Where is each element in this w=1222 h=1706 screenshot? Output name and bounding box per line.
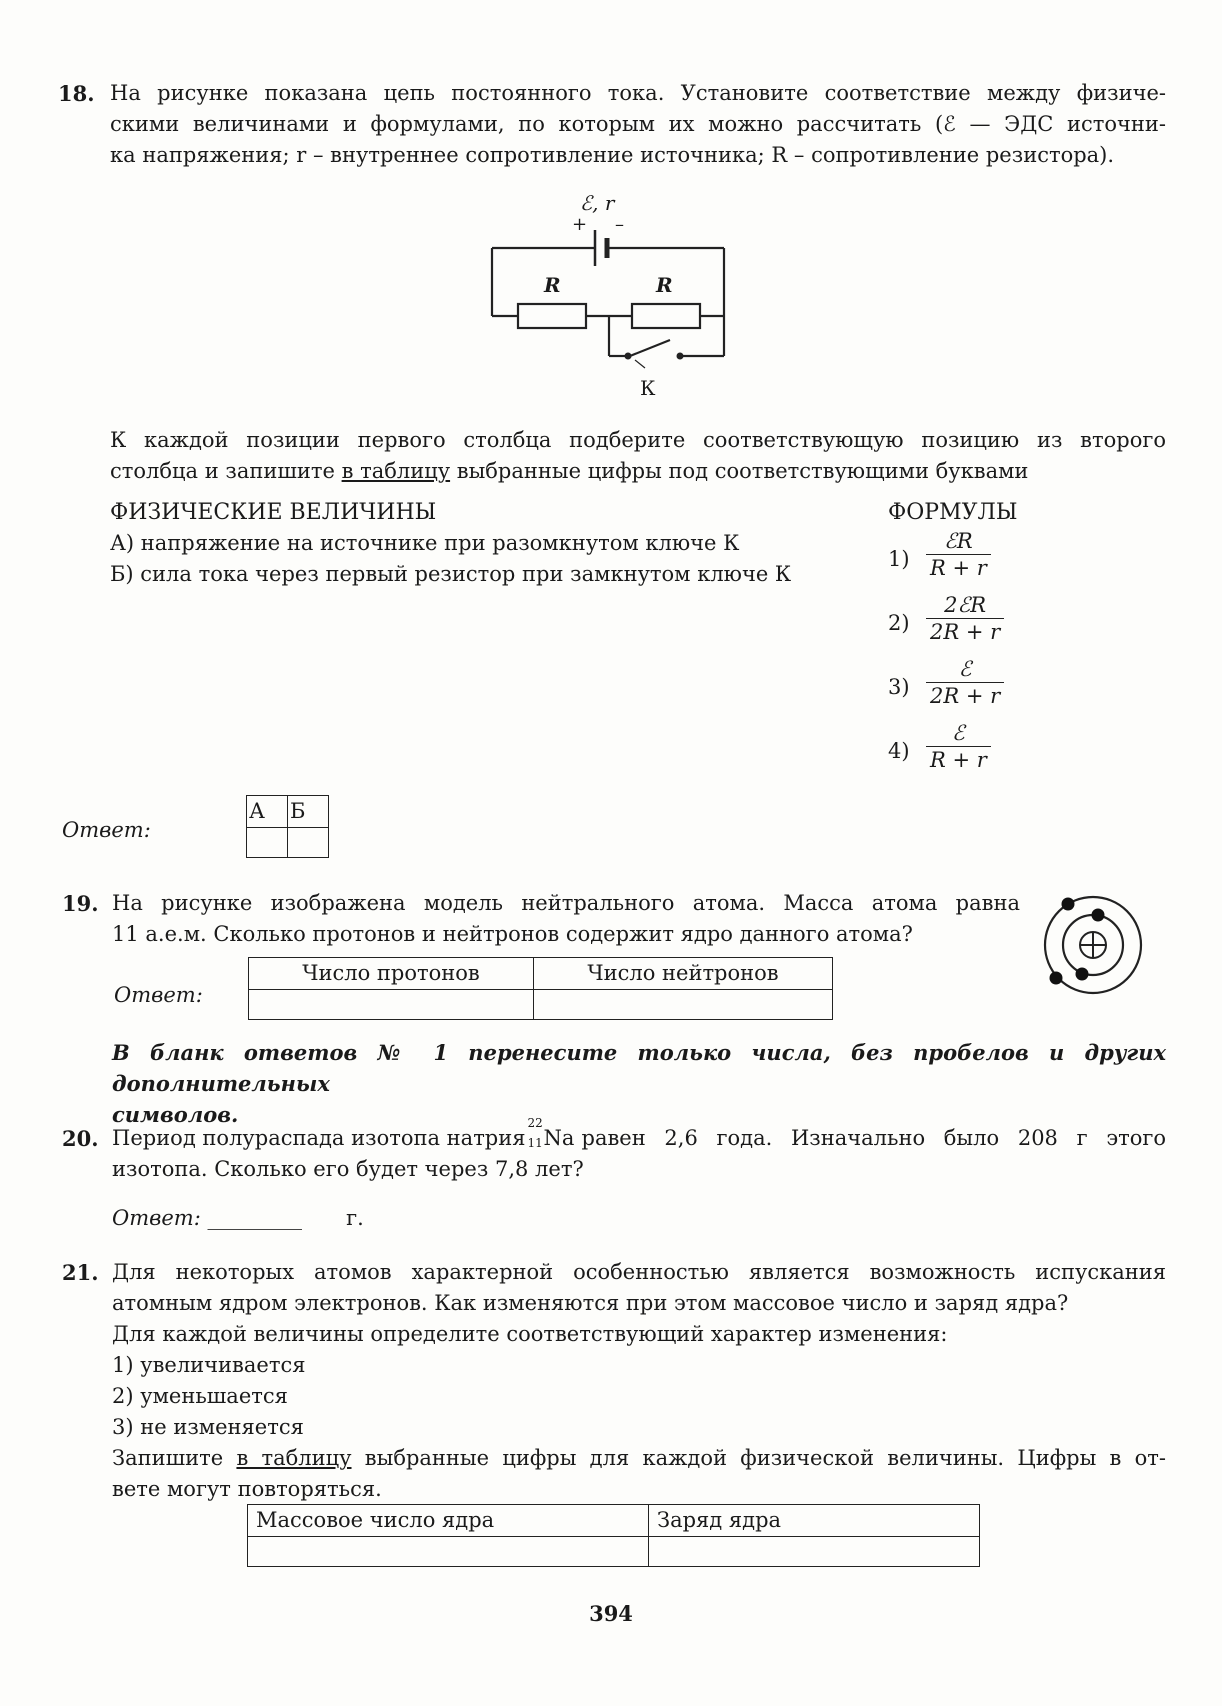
formula-3 xyxy=(888,656,1048,718)
isotope-element: Na xyxy=(543,1126,575,1150)
formula-2-denominator: 2R + r xyxy=(930,620,1001,644)
q19-answer-table xyxy=(248,957,833,1020)
q21-number: 21. xyxy=(62,1260,99,1285)
q18-line1: На рисунке показана цепь постоянного тока. Установите соответствие между физиче- xyxy=(110,81,1166,105)
q18-answer-label: Ответ: xyxy=(62,818,151,842)
q19-text xyxy=(112,888,1020,950)
q19-note xyxy=(112,1037,1166,1130)
q21-cell-mass-number[interactable] xyxy=(248,1537,649,1567)
formula-1 xyxy=(888,528,1048,590)
item-b: Б) сила тока через первый резистор при замкнутом ключе К xyxy=(110,562,792,586)
q19-cell-neutrons[interactable] xyxy=(534,990,833,1020)
key-switch xyxy=(630,340,670,356)
isotope-atomic-number: 11 xyxy=(527,1136,543,1150)
electron-4 xyxy=(1050,972,1063,985)
q18-answer-header-b: Б xyxy=(288,796,329,828)
resistor-2-label: R xyxy=(656,273,673,297)
q18-instr2-b: выбранные цифры под соответствующими буквами xyxy=(450,459,1029,483)
formula-1-denominator: R + r xyxy=(930,556,987,580)
circuit-diagram xyxy=(460,190,750,410)
formula-4 xyxy=(888,720,1048,782)
formula-2-numerator: 2ℰR xyxy=(926,592,1004,619)
electron-3 xyxy=(1076,968,1089,981)
q21-header-mass-number: Массовое число ядра xyxy=(248,1505,649,1537)
q20-text xyxy=(112,1116,1166,1185)
q21-line1: Для некоторых атомов характерной особенностью является возможность испускания xyxy=(112,1260,1166,1284)
resistor-1-label: R xyxy=(544,273,561,297)
q21-line3: Для каждой величины определите соответствующий характер изменения: xyxy=(112,1322,948,1346)
electron-1 xyxy=(1062,898,1075,911)
source-minus: – xyxy=(615,214,624,235)
q21-instr-line1 xyxy=(112,1443,1166,1474)
q21-instr1-b: выбранные цифры для каждой физической величины. Цифры в от- xyxy=(351,1446,1166,1470)
q21-option-1: 1) увеличивается xyxy=(112,1353,306,1377)
q20-line2: изотопа. Сколько его будет через 7,8 лет? xyxy=(112,1157,584,1181)
electron-2 xyxy=(1092,909,1105,922)
q18-text xyxy=(110,78,1166,171)
q18-answer-cell-a[interactable] xyxy=(247,828,288,858)
key-contact-right xyxy=(677,353,684,360)
q18-answer-cell-b[interactable] xyxy=(288,828,329,858)
q21-instr-line2: вете могут повторяться. xyxy=(112,1477,382,1501)
q18-instructions xyxy=(110,425,1166,487)
q19-header-neutrons: Число нейтронов xyxy=(534,958,833,990)
q19-line2: 11 а.е.м. Сколько протонов и нейтронов содержит ядро данного атома? xyxy=(112,922,913,946)
key-contact-left xyxy=(625,353,632,360)
q20-answer-blank-line: _________ xyxy=(207,1206,302,1230)
source-plus: + xyxy=(572,214,588,235)
formula-4-denominator: R + r xyxy=(930,748,987,772)
page-number: 394 xyxy=(589,1601,633,1626)
q19-header-protons: Число протонов xyxy=(249,958,534,990)
q18-answer-header-a: А xyxy=(247,796,288,828)
resistor-2 xyxy=(632,304,700,328)
formula-2-label: 2) xyxy=(888,611,910,635)
formula-4-numerator: ℰ xyxy=(926,720,991,747)
formula-1-numerator: ℰR xyxy=(926,528,991,555)
nucleus-symbol: ⊕ xyxy=(1038,890,1039,891)
formula-3-numerator: ℰ xyxy=(926,656,1004,683)
q21-instr1-underlined: в таблицу xyxy=(236,1446,352,1470)
q18-instr-line1: К каждой позиции первого столбца подберите соответствующую позицию из второго xyxy=(110,428,1166,452)
q21-option-2: 2) уменьшается xyxy=(112,1384,288,1408)
q19-cell-protons[interactable] xyxy=(249,990,534,1020)
isotope-notation xyxy=(526,1116,582,1154)
formula-4-label: 4) xyxy=(888,739,910,763)
q18-instr2-a: столбца и запишите xyxy=(110,459,342,483)
formula-3-denominator: 2R + r xyxy=(930,684,1001,708)
q20-line1-b: равен 2,6 года. Изначально было 208 г этого xyxy=(581,1126,1166,1150)
q20-line1-a: Период полураспада изотопа натрия xyxy=(112,1126,526,1150)
q19-note-line2: символов. xyxy=(112,1102,239,1127)
q18-number: 18. xyxy=(58,81,95,106)
resistor-1 xyxy=(518,304,586,328)
q18-line2: скими величинами и формулами, по которым их можно рассчитать (ℰ — ЭДС источни- xyxy=(110,112,1166,136)
q20-answer-blank[interactable] xyxy=(207,1203,327,1234)
q18-instr2-underlined: в таблицу xyxy=(341,459,451,483)
q19-answer-label: Ответ: xyxy=(114,983,203,1007)
q20-number: 20. xyxy=(62,1126,99,1151)
formula-2 xyxy=(888,592,1048,654)
source-label: ℰ, r xyxy=(580,191,615,215)
col1-title: ФИЗИЧЕСКИЕ ВЕЛИЧИНЫ xyxy=(110,500,437,525)
isotope-mass-number: 22 xyxy=(527,1116,543,1130)
q19-number: 19. xyxy=(62,891,99,916)
q21-text xyxy=(112,1257,1166,1505)
q19-line1: На рисунке изображена модель нейтрального атома. Масса атома равна xyxy=(112,891,1020,915)
q21-answer-table xyxy=(247,1504,980,1567)
q21-line2: атомным ядром электронов. Как изменяются при этом массовое число и заряд ядра? xyxy=(112,1291,1069,1315)
q21-option-3: 3) не изменяется xyxy=(112,1415,304,1439)
q18-answer-table xyxy=(246,795,329,858)
q20-line1 xyxy=(112,1116,1166,1154)
q21-cell-charge[interactable] xyxy=(649,1537,980,1567)
q20-unit: г. xyxy=(346,1206,364,1230)
key-label: К xyxy=(640,376,656,400)
q20-answer-row xyxy=(112,1203,364,1234)
q19-note-line1: В бланк ответов № 1 перенесите только числа, без пробелов и других дополнительных xyxy=(112,1040,1166,1096)
formula-1-label: 1) xyxy=(888,547,910,571)
q18-line3: ка напряжения; r – внутреннее сопротивление источника; R – сопротивление резистора). xyxy=(110,143,1115,167)
q21-instr1-a: Запишите xyxy=(112,1446,237,1470)
col2-title: ФОРМУЛЫ xyxy=(888,500,1018,525)
q21-header-charge: Заряд ядра xyxy=(649,1505,980,1537)
atom-model xyxy=(1038,890,1148,1000)
item-a: А) напряжение на источнике при разомкнутом ключе К xyxy=(110,531,740,555)
formula-3-label: 3) xyxy=(888,675,910,699)
q18-instr-line2 xyxy=(110,456,1166,487)
q20-answer-label: Ответ: xyxy=(112,1206,201,1230)
